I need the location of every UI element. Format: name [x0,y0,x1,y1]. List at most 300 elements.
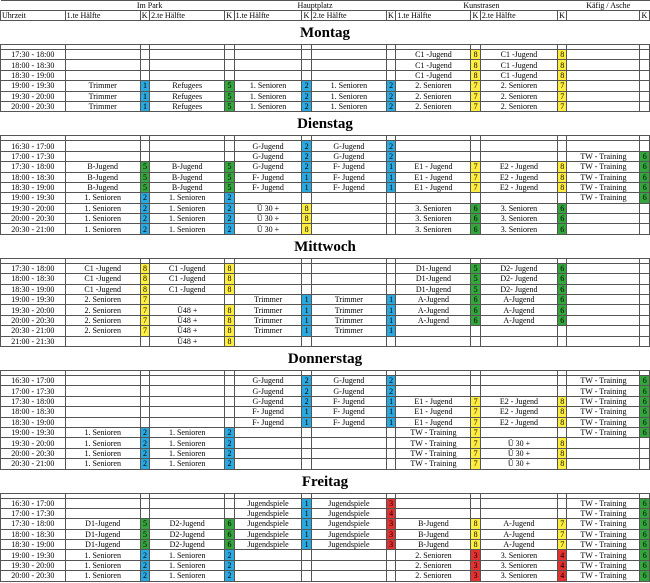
time-cell: 18:00 - 18:30 [1,529,66,539]
cabin-cell [302,284,311,294]
team-cell: Trimmer [234,315,302,325]
team-cell: E1 - Jugend [396,182,471,192]
cabin-cell [140,60,149,70]
cabin-cell: 5 [471,263,480,273]
team-cell [311,427,386,437]
time-cell: 20:30 - 21:00 [1,459,66,469]
team-cell: G-Jugend [234,162,302,172]
team-cell: G-Jugend [234,396,302,406]
cabin-cell: 6 [471,224,480,234]
team-cell: TW - Training [567,529,640,539]
team-cell: F- Jugend [311,407,386,417]
team-cell: E2 - Jugend [480,182,557,192]
cabin-cell: 1 [386,396,395,406]
cabin-cell [140,151,149,161]
cabin-cell: 5 [225,182,234,192]
team-cell [65,151,140,161]
team-cell: 1. Senioren [234,81,302,91]
team-cell: TW - Training [567,427,640,437]
cabin-cell [225,141,234,151]
cabin-cell: 7 [471,101,480,111]
team-cell: 1. Senioren [65,214,140,224]
team-cell: A-Jugend [480,295,557,305]
cabin-cell: 7 [140,326,149,336]
cabin-cell: 8 [302,224,311,234]
time-cell: 19:00 - 19:30 [1,550,66,560]
cabin-cell: 1 [386,162,395,172]
team-cell [396,141,471,151]
cabin-cell: 5 [225,91,234,101]
cabin-cell [225,498,234,508]
cabin-cell [302,60,311,70]
team-cell [480,508,557,518]
cabin-cell: 1 [386,295,395,305]
team-cell [65,386,140,396]
cabin-cell: 2 [386,101,395,111]
cabin-cell: 8 [471,540,480,550]
column-header: K [640,11,650,21]
team-cell: TW - Training [396,438,471,448]
cabin-cell [225,407,234,417]
team-cell [150,396,225,406]
cabin-cell: 1 [140,91,149,101]
team-cell: D1-Jugend [65,519,140,529]
cabin-cell: 3 [471,550,480,560]
cabin-cell [140,407,149,417]
cabin-cell: 2 [302,141,311,151]
team-cell: 2. Senioren [396,91,471,101]
cabin-cell: 8 [471,70,480,80]
team-cell: 3. Senioren [480,571,557,581]
cabin-cell: 8 [225,284,234,294]
cabin-cell: 6 [225,540,234,550]
schedule-row [1,375,650,385]
cabin-cell: 1 [386,172,395,182]
cabin-cell [640,50,650,60]
team-cell [567,274,640,284]
team-cell [567,224,640,234]
team-cell [480,386,557,396]
team-cell: 2. Senioren [480,101,557,111]
cabin-cell: 1 [386,182,395,192]
team-cell [396,193,471,203]
cabin-cell: 8 [558,407,567,417]
team-cell [567,81,640,91]
team-cell [311,263,386,273]
cabin-cell [386,459,395,469]
team-cell [567,203,640,213]
team-cell: 1. Senioren [150,571,225,581]
day-title-row [1,469,650,493]
time-cell: 16:30 - 17:00 [1,141,66,151]
cabin-cell: 2 [225,214,234,224]
cabin-cell [386,284,395,294]
cabin-cell [471,386,480,396]
team-cell: Ü48 + [150,315,225,325]
cabin-cell: 6 [558,284,567,294]
cabin-cell [140,386,149,396]
schedule-row [1,141,650,151]
team-cell: 3. Senioren [480,550,557,560]
team-cell: Ü 30 + [480,459,557,469]
team-cell [311,50,386,60]
team-cell [234,459,302,469]
cabin-cell: 8 [558,417,567,427]
cabin-cell: 6 [640,375,650,385]
time-cell: 18:30 - 19:00 [1,182,66,192]
team-cell: B-Jugend [396,529,471,539]
cabin-cell: 8 [558,70,567,80]
cabin-cell: 8 [558,162,567,172]
team-cell: F- Jugend [234,417,302,427]
team-cell: Trimmer [65,81,140,91]
cabin-cell: 4 [558,571,567,581]
schedule-row [1,214,650,224]
schedule-row [1,305,650,315]
cabin-cell [640,459,650,469]
cabin-cell: 5 [225,101,234,111]
team-cell: A-Jugend [480,529,557,539]
cabin-cell: 4 [386,508,395,518]
team-cell [567,284,640,294]
time-cell: 19:30 - 20:00 [1,203,66,213]
cabin-cell [140,375,149,385]
schedule-row [1,519,650,529]
cabin-cell: 6 [640,508,650,518]
team-cell: TW - Training [567,550,640,560]
team-cell: F- Jugend [234,182,302,192]
team-cell: E2 - Jugend [480,172,557,182]
day-title-row [1,346,650,370]
cabin-cell [471,508,480,518]
cabin-cell: 8 [225,336,234,346]
team-cell [311,60,386,70]
team-cell: B-Jugend [150,182,225,192]
team-cell: 1. Senioren [150,550,225,560]
time-cell: 18:30 - 19:00 [1,540,66,550]
cabin-cell: 7 [471,396,480,406]
team-cell: C1 -Jugend [396,70,471,80]
cabin-cell: 6 [471,203,480,213]
team-cell: Refugees [150,81,225,91]
cabin-cell [640,305,650,315]
team-cell: Jugendspiele [234,529,302,539]
team-cell: 1. Senioren [65,550,140,560]
team-cell: 1. Senioren [65,427,140,437]
time-cell: 19:30 - 20:00 [1,438,66,448]
time-cell: 17:30 - 18:00 [1,263,66,273]
time-cell: 20:00 - 20:30 [1,101,66,111]
cabin-cell: 2 [225,459,234,469]
team-cell [65,375,140,385]
time-cell: 20:00 - 20:30 [1,448,66,458]
team-cell: 1. Senioren [65,560,140,570]
team-cell [234,336,302,346]
team-cell [234,560,302,570]
team-cell: D2-Jugend [150,540,225,550]
cabin-cell: 6 [471,295,480,305]
time-cell: 16:30 - 17:00 [1,375,66,385]
cabin-cell: 1 [302,508,311,518]
cabin-cell: 1 [302,326,311,336]
team-cell: Jugendspiele [311,498,386,508]
team-cell: F- Jugend [311,162,386,172]
time-cell: 19:30 - 20:00 [1,305,66,315]
cabin-cell [302,438,311,448]
cabin-cell: 6 [640,417,650,427]
team-cell [567,101,640,111]
team-cell: C1 -Jugend [150,284,225,294]
cabin-cell [558,498,567,508]
cabin-cell: 6 [558,274,567,284]
team-cell [234,193,302,203]
team-cell: TW - Training [567,386,640,396]
cabin-cell: 7 [558,529,567,539]
team-cell: 2. Senioren [480,91,557,101]
cabin-cell [640,214,650,224]
schedule-row [1,50,650,60]
venue-header-spacer [1,1,66,11]
cabin-cell [140,70,149,80]
cabin-cell: 7 [471,81,480,91]
cabin-cell: 8 [225,326,234,336]
cabin-cell [302,560,311,570]
team-cell: 3. Senioren [480,214,557,224]
cabin-cell [386,560,395,570]
team-cell: E1 - Jugend [396,396,471,406]
cabin-cell [640,70,650,80]
cabin-cell [302,550,311,560]
team-cell: TW - Training [567,172,640,182]
team-cell: A-Jugend [480,519,557,529]
team-cell: Ü 30 + [234,203,302,213]
team-cell: 1. Senioren [65,193,140,203]
team-cell: C1 -Jugend [65,263,140,273]
time-cell: 19:30 - 20:00 [1,91,66,101]
team-cell [311,438,386,448]
cabin-cell: 5 [225,172,234,182]
venue-header: Im Park [65,1,234,11]
team-cell: 2. Senioren [480,81,557,91]
cabin-cell: 2 [386,81,395,91]
cabin-cell: 6 [225,529,234,539]
column-header: K [140,11,149,21]
team-cell [567,326,640,336]
time-cell: 17:00 - 17:30 [1,508,66,518]
team-cell [234,263,302,273]
cabin-cell: 2 [225,560,234,570]
team-cell: C1 -Jugend [480,50,557,60]
cabin-cell: 2 [225,448,234,458]
cabin-cell: 1 [302,540,311,550]
team-cell: 1. Senioren [150,214,225,224]
team-cell: TW - Training [567,417,640,427]
schedule-row [1,182,650,192]
team-cell [567,295,640,305]
team-cell [234,427,302,437]
team-cell [567,70,640,80]
cabin-cell: 2 [302,162,311,172]
team-cell: 2. Senioren [396,101,471,111]
team-cell: TW - Training [567,182,640,192]
cabin-cell: 6 [558,203,567,213]
team-cell: F- Jugend [311,417,386,427]
time-cell: 18:00 - 18:30 [1,274,66,284]
cabin-cell: 8 [558,60,567,70]
team-cell [234,70,302,80]
cabin-cell: 7 [471,448,480,458]
team-cell: C1 -Jugend [65,284,140,294]
team-cell: C1 -Jugend [480,60,557,70]
schedule-row [1,203,650,213]
cabin-cell [302,50,311,60]
team-cell [150,60,225,70]
team-cell: C1 -Jugend [396,50,471,60]
cabin-cell: 1 [302,172,311,182]
team-cell: C1 -Jugend [150,274,225,284]
cabin-cell [140,508,149,518]
cabin-cell: 7 [471,91,480,101]
team-cell: B-Jugend [396,519,471,529]
time-cell: 18:00 - 18:30 [1,172,66,182]
cabin-cell: 2 [302,101,311,111]
column-header: Uhrzeit [1,11,66,21]
cabin-cell [302,274,311,284]
team-cell: 1. Senioren [150,560,225,570]
time-cell: 17:00 - 17:30 [1,151,66,161]
team-cell: 3. Senioren [396,214,471,224]
team-cell: TW - Training [567,508,640,518]
time-cell: 20:30 - 21:00 [1,224,66,234]
team-cell: E1 - Jugend [396,407,471,417]
time-cell: 20:30 - 21:00 [1,326,66,336]
team-cell [65,50,140,60]
team-cell: TW - Training [567,193,640,203]
team-cell: G-Jugend [234,386,302,396]
time-cell: 17:30 - 18:00 [1,50,66,60]
team-cell: G-Jugend [311,141,386,151]
schedule-row [1,172,650,182]
cabin-cell: 7 [140,295,149,305]
cabin-cell [140,417,149,427]
cabin-cell: 6 [640,427,650,437]
team-cell: 1. Senioren [65,224,140,234]
team-cell [150,508,225,518]
cabin-cell [640,448,650,458]
team-cell: 1. Senioren [65,459,140,469]
cabin-cell: 8 [558,438,567,448]
time-cell: 19:00 - 19:30 [1,295,66,305]
team-cell: C1 -Jugend [480,70,557,80]
day-title: Dienstag [297,116,353,133]
cabin-cell [640,60,650,70]
time-cell: 20:00 - 20:30 [1,571,66,581]
cabin-cell: 3 [471,571,480,581]
team-cell [567,459,640,469]
cabin-cell [640,101,650,111]
cabin-cell: 1 [386,417,395,427]
day-title: Mittwoch [294,238,356,255]
team-cell [234,50,302,60]
team-cell: F- Jugend [311,172,386,182]
cabin-cell: 7 [558,81,567,91]
team-cell: TW - Training [567,375,640,385]
cabin-cell [640,141,650,151]
cabin-cell: 2 [386,386,395,396]
team-cell: Jugendspiele [234,540,302,550]
team-cell: Ü48 + [150,305,225,315]
cabin-cell: 4 [558,550,567,560]
team-cell [234,550,302,560]
team-cell: 2. Senioren [65,326,140,336]
cabin-cell: 1 [140,101,149,111]
cabin-cell: 8 [140,284,149,294]
cabin-cell [471,151,480,161]
time-cell: 18:00 - 18:30 [1,407,66,417]
cabin-cell: 7 [471,182,480,192]
cabin-cell [640,295,650,305]
cabin-cell [386,274,395,284]
schedule-row [1,386,650,396]
column-header: K [558,11,567,21]
cabin-cell: 7 [471,407,480,417]
team-cell [480,141,557,151]
cabin-cell [225,508,234,518]
cabin-cell: 6 [471,305,480,315]
team-cell: G-Jugend [234,141,302,151]
column-header: K [302,11,311,21]
cabin-cell: 2 [386,151,395,161]
cabin-cell [558,508,567,518]
cabin-cell: 6 [558,295,567,305]
cabin-cell [386,427,395,437]
cabin-cell: 8 [558,459,567,469]
cabin-cell: 7 [471,438,480,448]
cabin-cell [386,50,395,60]
team-cell: 1. Senioren [150,203,225,213]
schedule-row [1,193,650,203]
cabin-cell: 7 [471,162,480,172]
schedule-row [1,560,650,570]
venue-header: Käfig / Asche [567,1,650,11]
team-cell: 1. Senioren [150,448,225,458]
team-cell [567,305,640,315]
cabin-cell: 7 [471,417,480,427]
team-cell: Trimmer [311,315,386,325]
team-cell: 2. Senioren [396,571,471,581]
team-cell [567,438,640,448]
cabin-cell: 6 [640,498,650,508]
schedule-row [1,60,650,70]
cabin-cell: 6 [471,315,480,325]
cabin-cell: 2 [225,571,234,581]
cabin-cell: 8 [558,182,567,192]
schedule-row [1,151,650,161]
team-cell [480,326,557,336]
cabin-cell: 6 [640,529,650,539]
cabin-cell: 1 [386,315,395,325]
cabin-cell [558,386,567,396]
cabin-cell: 1 [302,498,311,508]
team-cell: TW - Training [567,498,640,508]
team-cell [396,336,471,346]
team-cell: Trimmer [65,91,140,101]
team-cell [311,203,386,213]
cabin-cell: 7 [471,459,480,469]
cabin-cell: 5 [225,81,234,91]
cabin-cell: 6 [225,519,234,529]
cabin-cell: 1 [140,81,149,91]
